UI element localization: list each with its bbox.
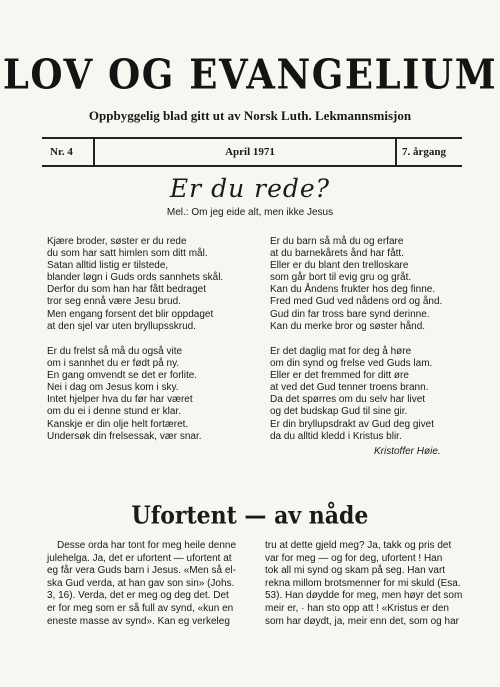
poem-author: Kristoffer Høie. bbox=[374, 446, 441, 457]
article-title: Ufortent — av nåde bbox=[131, 501, 369, 531]
poem-line: Da det spørres om du selv har livet bbox=[270, 394, 426, 406]
poem-stanza-1 bbox=[47, 236, 223, 333]
poem-title: Er du rede? bbox=[169, 174, 331, 203]
article-line: tok all mi synd og skam på seg. Han vart bbox=[265, 565, 446, 577]
article-line: ska Gud verda, at han gav son sin» (Johs. bbox=[47, 577, 235, 589]
poem-stanza-3 bbox=[270, 236, 442, 333]
article-line: er for meg som er så full av synd, «kun en bbox=[47, 602, 234, 614]
poem-line: Intet hjelper hva du før har været bbox=[47, 394, 193, 406]
issue-number: Nr. 4 bbox=[50, 146, 73, 158]
poem-line: blander løgn i Guds ords sannhets skål. bbox=[47, 272, 224, 284]
issue-year: 7. årgang bbox=[402, 146, 446, 158]
poem-line: om du ei i denne stund er klar. bbox=[47, 406, 181, 418]
poem-line: du som har satt himlen som ditt mål. bbox=[47, 248, 208, 260]
poem-line: Er din bryllupsdrakt av Gud deg givet bbox=[270, 418, 434, 430]
article-line: 53). Han døydde for meg, men høyr det som bbox=[265, 590, 463, 602]
article-line: tru at dette gjeld meg? Ja, takk og pris det bbox=[265, 540, 452, 551]
poem-line: Eller er det fremmed for ditt øre bbox=[270, 370, 409, 382]
poem-line: da du alltid kledd i Kristus blir. bbox=[270, 430, 402, 442]
article-line: rekna millom brotsmenner for mi skuld (Esa. bbox=[265, 577, 461, 589]
article-line: 3, 16). Verda, det er meg og deg det. Det bbox=[47, 590, 229, 602]
poem-line: at den sjel var uten bryllupsskrud. bbox=[47, 320, 196, 332]
header-rule-top bbox=[42, 137, 462, 139]
poem-line: Er du frelst så må du også vite bbox=[47, 346, 183, 357]
poem-line: Kanskje er din olje helt fortæret. bbox=[47, 418, 189, 430]
poem-melody: Mel.: Om jeg eide alt, men ikke Jesus bbox=[166, 207, 334, 218]
masthead-subtitle: Oppbyggelig blad gitt ut av Norsk Luth. Lekmannsmisjon bbox=[88, 108, 412, 123]
poem-line: at ved det Gud tenner troens brann. bbox=[270, 382, 429, 394]
article-column-left bbox=[47, 540, 252, 628]
poem-line: at du barnekårets ånd har fått. bbox=[270, 248, 404, 260]
poem-line: Men engang forsent det blir oppdaget bbox=[47, 308, 214, 320]
issue-date: April 1971 bbox=[225, 146, 275, 158]
article-line: eg får vera Guds barn i Jesus. «Men så el- bbox=[47, 565, 236, 577]
poem-line: Er du barn så må du og erfare bbox=[270, 236, 404, 247]
poem-line: Gud din far tross bare synd derinne. bbox=[270, 308, 430, 320]
poem-line: Kan du merke bror og søster hånd. bbox=[270, 320, 426, 332]
poem-line: En gang omvendt se det er forlite. bbox=[47, 370, 198, 382]
poem-stanza-2 bbox=[47, 346, 202, 443]
header-rule-bottom bbox=[42, 165, 462, 167]
poem-line: som går bort til evig gru og gråt. bbox=[270, 272, 412, 284]
poem-line: Derfor du som han har fått bedraget bbox=[47, 284, 206, 296]
article-line: var for meg — og for deg, ufortent ! Han bbox=[265, 552, 443, 564]
poem-line: Kjære broder, søster er du rede bbox=[47, 236, 187, 247]
article-line: meir er, · han sto opp att ! «Kristus er den bbox=[265, 602, 449, 614]
poem-line: og det budskap Gud til sine gir. bbox=[270, 406, 408, 418]
poem-line: Er det daglig mat for deg å høre bbox=[270, 346, 412, 357]
article-column-right bbox=[265, 540, 470, 628]
poem-line: Eller er du blant den trelloskare bbox=[270, 260, 409, 272]
poem-line: Nei i dag om Jesus kom i sky. bbox=[47, 382, 179, 394]
poem-stanza-4 bbox=[270, 346, 434, 443]
article-line: som har døydt, ja, meir enn det, som og har bbox=[265, 615, 459, 627]
poem-line: tror seg ennå være Jesu brud. bbox=[47, 296, 181, 308]
poem-line: Kan du Åndens frukter hos deg finne. bbox=[270, 284, 436, 296]
poem-line: Satan alltid listig er tilstede, bbox=[47, 260, 169, 272]
masthead-title: LOV OG EVANGELIUM bbox=[2, 49, 498, 99]
poem-line: om din synd og frelse ved Guds lam. bbox=[270, 358, 433, 370]
article-line: eneste masse av synd». Kan eg verkeleg bbox=[47, 615, 230, 627]
poem-line: Undersøk din frelsessak, vær snar. bbox=[47, 430, 202, 442]
poem-line: Fred med Gud ved nådens ord og ånd. bbox=[270, 296, 443, 308]
poem-line: om i sannhet du er født på ny. bbox=[47, 358, 180, 370]
article-line: julehelga. Ja, det er ufortent — ufortent at bbox=[47, 552, 232, 564]
article-line: Desse orda har tont for meg heile denne bbox=[57, 540, 236, 551]
